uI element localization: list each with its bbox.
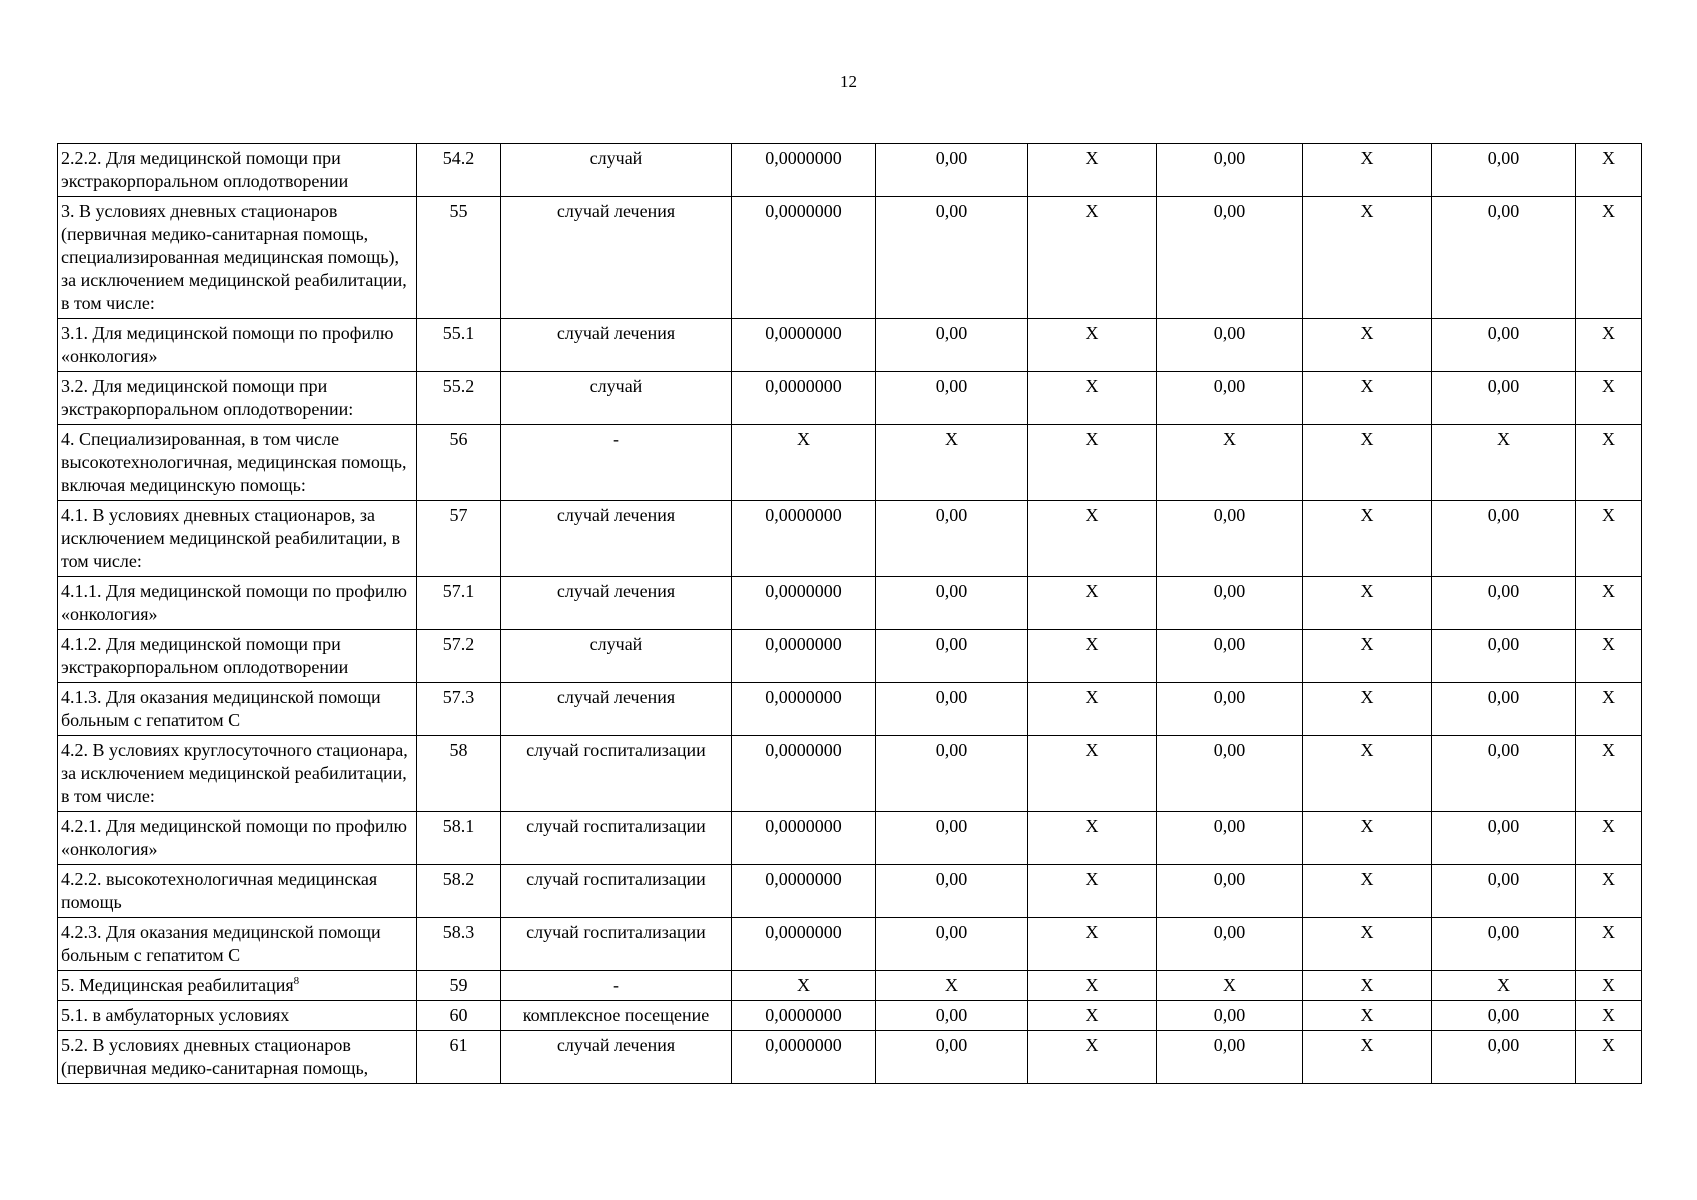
- value-cell-4: 0,0000000: [732, 865, 876, 918]
- value-cell-9: 0,00: [1432, 501, 1576, 577]
- value-cell-6: X: [1028, 865, 1157, 918]
- value-cell-5: 0,00: [876, 683, 1028, 736]
- value-cell-6: X: [1028, 319, 1157, 372]
- indicator-name-cell: [58, 372, 417, 425]
- value-cell-8: X: [1303, 197, 1432, 319]
- row-code-cell: 55.2: [417, 372, 501, 425]
- value-cell-8: X: [1303, 918, 1432, 971]
- value-cell-6: X: [1028, 630, 1157, 683]
- value-cell-5: 0,00: [876, 865, 1028, 918]
- indicator-name: 5.2. В условиях дневных стационаров (первичная медико-санитарная помощь,: [61, 1035, 369, 1078]
- value-cell-7: 0,00: [1157, 577, 1303, 630]
- indicator-name: 3.1. Для медицинской помощи по профилю «онкология»: [61, 323, 394, 366]
- value-cell-7: 0,00: [1157, 319, 1303, 372]
- table-row: [58, 577, 1642, 630]
- value-cell-9: X: [1432, 425, 1576, 501]
- value-cell-6: X: [1028, 1001, 1157, 1031]
- unit-cell: случай лечения: [501, 197, 732, 319]
- row-code-cell: 60: [417, 1001, 501, 1031]
- value-cell-8: X: [1303, 1031, 1432, 1084]
- value-cell-9: 0,00: [1432, 683, 1576, 736]
- value-cell-10: X: [1576, 425, 1642, 501]
- value-cell-10: X: [1576, 812, 1642, 865]
- indicator-name: 4.1.1. Для медицинской помощи по профилю «онкология»: [61, 581, 407, 624]
- value-cell-7: X: [1157, 971, 1303, 1001]
- value-cell-4: 0,0000000: [732, 144, 876, 197]
- value-cell-8: X: [1303, 501, 1432, 577]
- value-cell-10: X: [1576, 630, 1642, 683]
- table-body: [58, 144, 1642, 1084]
- value-cell-9: 0,00: [1432, 865, 1576, 918]
- indicator-name-cell: [58, 1031, 417, 1084]
- value-cell-9: 0,00: [1432, 812, 1576, 865]
- value-cell-9: 0,00: [1432, 918, 1576, 971]
- value-cell-9: 0,00: [1432, 197, 1576, 319]
- value-cell-5: X: [876, 971, 1028, 1001]
- value-cell-4: 0,0000000: [732, 197, 876, 319]
- unit-cell: случай лечения: [501, 319, 732, 372]
- value-cell-4: 0,0000000: [732, 1001, 876, 1031]
- indicator-name-cell: [58, 736, 417, 812]
- data-table: [57, 143, 1642, 1084]
- indicator-name: 4.1.2. Для медицинской помощи при экстракорпоральном оплодотворении: [61, 634, 349, 677]
- table-row: [58, 736, 1642, 812]
- table-row: [58, 630, 1642, 683]
- indicator-name: 3. В условиях дневных стационаров (первичная медико-санитарная помощь, специализированная медицинская помощь), за исключением медицинской реабилитации, в том числе:: [61, 201, 407, 313]
- value-cell-7: 0,00: [1157, 918, 1303, 971]
- row-code-cell: 55: [417, 197, 501, 319]
- value-cell-9: 0,00: [1432, 144, 1576, 197]
- page-number: 12: [840, 72, 857, 91]
- value-cell-8: X: [1303, 144, 1432, 197]
- value-cell-4: 0,0000000: [732, 372, 876, 425]
- value-cell-9: X: [1432, 971, 1576, 1001]
- indicator-name-cell: [58, 630, 417, 683]
- table-row: [58, 683, 1642, 736]
- value-cell-6: X: [1028, 736, 1157, 812]
- indicator-name-cell: [58, 144, 417, 197]
- value-cell-8: X: [1303, 683, 1432, 736]
- row-code-cell: 58.3: [417, 918, 501, 971]
- table-row: [58, 372, 1642, 425]
- value-cell-10: X: [1576, 501, 1642, 577]
- value-cell-7: 0,00: [1157, 865, 1303, 918]
- indicator-name: 4.1.3. Для оказания медицинской помощи больным с гепатитом С: [61, 687, 381, 730]
- value-cell-10: X: [1576, 319, 1642, 372]
- value-cell-6: X: [1028, 812, 1157, 865]
- value-cell-7: 0,00: [1157, 812, 1303, 865]
- table-row: [58, 319, 1642, 372]
- indicator-name-cell: [58, 197, 417, 319]
- indicator-name: 5. Медицинская реабилитация: [61, 975, 294, 995]
- table-row: [58, 197, 1642, 319]
- value-cell-5: 0,00: [876, 372, 1028, 425]
- value-cell-6: X: [1028, 501, 1157, 577]
- value-cell-6: X: [1028, 683, 1157, 736]
- unit-cell: случай: [501, 630, 732, 683]
- row-code-cell: 57.1: [417, 577, 501, 630]
- value-cell-10: X: [1576, 372, 1642, 425]
- value-cell-7: 0,00: [1157, 1031, 1303, 1084]
- value-cell-10: X: [1576, 971, 1642, 1001]
- value-cell-7: 0,00: [1157, 736, 1303, 812]
- value-cell-5: 0,00: [876, 319, 1028, 372]
- table-row: [58, 1031, 1642, 1084]
- table-row: [58, 812, 1642, 865]
- value-cell-6: X: [1028, 372, 1157, 425]
- value-cell-8: X: [1303, 865, 1432, 918]
- value-cell-7: 0,00: [1157, 144, 1303, 197]
- value-cell-7: 0,00: [1157, 197, 1303, 319]
- value-cell-9: 0,00: [1432, 577, 1576, 630]
- value-cell-4: X: [732, 971, 876, 1001]
- unit-cell: комплексное посещение: [501, 1001, 732, 1031]
- unit-cell: случай госпитализации: [501, 865, 732, 918]
- row-code-cell: 59: [417, 971, 501, 1001]
- indicator-name-cell: [58, 971, 417, 1001]
- row-code-cell: 58.2: [417, 865, 501, 918]
- value-cell-10: X: [1576, 577, 1642, 630]
- value-cell-5: 0,00: [876, 144, 1028, 197]
- indicator-name: 4.2.3. Для оказания медицинской помощи больным с гепатитом С: [61, 922, 381, 965]
- value-cell-4: 0,0000000: [732, 501, 876, 577]
- row-code-cell: 57: [417, 501, 501, 577]
- table-row: [58, 1001, 1642, 1031]
- value-cell-10: X: [1576, 918, 1642, 971]
- value-cell-7: 0,00: [1157, 501, 1303, 577]
- value-cell-4: X: [732, 425, 876, 501]
- row-code-cell: 54.2: [417, 144, 501, 197]
- indicator-name-cell: [58, 319, 417, 372]
- value-cell-5: 0,00: [876, 1001, 1028, 1031]
- indicator-name: 3.2. Для медицинской помощи при экстракорпоральном оплодотворении:: [61, 376, 354, 419]
- row-code-cell: 61: [417, 1031, 501, 1084]
- value-cell-4: 0,0000000: [732, 918, 876, 971]
- unit-cell: случай госпитализации: [501, 736, 732, 812]
- value-cell-4: 0,0000000: [732, 736, 876, 812]
- indicator-name-cell: [58, 918, 417, 971]
- value-cell-10: X: [1576, 683, 1642, 736]
- unit-cell: -: [501, 971, 732, 1001]
- value-cell-6: X: [1028, 144, 1157, 197]
- unit-cell: случай: [501, 144, 732, 197]
- value-cell-6: X: [1028, 971, 1157, 1001]
- value-cell-5: 0,00: [876, 918, 1028, 971]
- value-cell-5: 0,00: [876, 501, 1028, 577]
- unit-cell: случай лечения: [501, 501, 732, 577]
- table-row: [58, 425, 1642, 501]
- value-cell-5: 0,00: [876, 1031, 1028, 1084]
- indicator-name: 4.1. В условиях дневных стационаров, за исключением медицинской реабилитации, в том числе:: [61, 505, 401, 571]
- value-cell-5: 0,00: [876, 812, 1028, 865]
- value-cell-8: X: [1303, 736, 1432, 812]
- value-cell-7: 0,00: [1157, 630, 1303, 683]
- value-cell-10: X: [1576, 1031, 1642, 1084]
- value-cell-8: X: [1303, 1001, 1432, 1031]
- value-cell-9: 0,00: [1432, 1001, 1576, 1031]
- unit-cell: случай: [501, 372, 732, 425]
- value-cell-8: X: [1303, 372, 1432, 425]
- value-cell-10: X: [1576, 1001, 1642, 1031]
- indicator-name: 2.2.2. Для медицинской помощи при экстракорпоральном оплодотворении: [61, 148, 349, 191]
- value-cell-5: 0,00: [876, 630, 1028, 683]
- value-cell-6: X: [1028, 425, 1157, 501]
- row-code-cell: 57.2: [417, 630, 501, 683]
- indicator-name-cell: [58, 577, 417, 630]
- value-cell-5: 0,00: [876, 197, 1028, 319]
- value-cell-10: X: [1576, 197, 1642, 319]
- value-cell-10: X: [1576, 144, 1642, 197]
- value-cell-8: X: [1303, 425, 1432, 501]
- value-cell-6: X: [1028, 197, 1157, 319]
- table-row: [58, 918, 1642, 971]
- value-cell-6: X: [1028, 1031, 1157, 1084]
- value-cell-7: 0,00: [1157, 683, 1303, 736]
- indicator-name: 4.2. В условиях круглосуточного стационара, за исключением медицинской реабилитации, в том числе:: [61, 740, 408, 806]
- value-cell-7: 0,00: [1157, 1001, 1303, 1031]
- unit-cell: случай госпитализации: [501, 918, 732, 971]
- value-cell-5: 0,00: [876, 577, 1028, 630]
- unit-cell: случай лечения: [501, 683, 732, 736]
- indicator-name-cell: [58, 812, 417, 865]
- value-cell-8: X: [1303, 630, 1432, 683]
- value-cell-4: 0,0000000: [732, 683, 876, 736]
- value-cell-4: 0,0000000: [732, 630, 876, 683]
- row-code-cell: 57.3: [417, 683, 501, 736]
- indicator-name: 5.1. в амбулаторных условиях: [61, 1005, 290, 1025]
- indicator-name: 4.2.2. высокотехнологичная медицинская помощь: [61, 869, 378, 912]
- value-cell-6: X: [1028, 918, 1157, 971]
- value-cell-8: X: [1303, 319, 1432, 372]
- value-cell-5: X: [876, 425, 1028, 501]
- value-cell-9: 0,00: [1432, 630, 1576, 683]
- unit-cell: случай лечения: [501, 1031, 732, 1084]
- value-cell-10: X: [1576, 736, 1642, 812]
- value-cell-4: 0,0000000: [732, 319, 876, 372]
- value-cell-4: 0,0000000: [732, 812, 876, 865]
- value-cell-9: 0,00: [1432, 736, 1576, 812]
- indicator-name-cell: [58, 865, 417, 918]
- value-cell-9: 0,00: [1432, 372, 1576, 425]
- value-cell-9: 0,00: [1432, 319, 1576, 372]
- value-cell-7: 0,00: [1157, 372, 1303, 425]
- table-row: [58, 501, 1642, 577]
- value-cell-5: 0,00: [876, 736, 1028, 812]
- row-code-cell: 58: [417, 736, 501, 812]
- indicator-name: 4.2.1. Для медицинской помощи по профилю «онкология»: [61, 816, 407, 859]
- value-cell-4: 0,0000000: [732, 1031, 876, 1084]
- value-cell-8: X: [1303, 971, 1432, 1001]
- indicator-name-cell: [58, 1001, 417, 1031]
- value-cell-6: X: [1028, 577, 1157, 630]
- value-cell-7: X: [1157, 425, 1303, 501]
- unit-cell: случай госпитализации: [501, 812, 732, 865]
- row-code-cell: 58.1: [417, 812, 501, 865]
- indicator-name-cell: [58, 425, 417, 501]
- table-row: [58, 865, 1642, 918]
- row-code-cell: 56: [417, 425, 501, 501]
- indicator-name: 4. Специализированная, в том числе высокотехнологичная, медицинская помощь, включая медицинскую помощь:: [61, 429, 407, 495]
- value-cell-8: X: [1303, 812, 1432, 865]
- unit-cell: -: [501, 425, 732, 501]
- table-row: [58, 971, 1642, 1001]
- indicator-name-cell: [58, 501, 417, 577]
- footnote-marker: 8: [293, 975, 300, 987]
- table-row: [58, 144, 1642, 197]
- row-code-cell: 55.1: [417, 319, 501, 372]
- value-cell-4: 0,0000000: [732, 577, 876, 630]
- value-cell-9: 0,00: [1432, 1031, 1576, 1084]
- value-cell-10: X: [1576, 865, 1642, 918]
- indicator-name-cell: [58, 683, 417, 736]
- value-cell-8: X: [1303, 577, 1432, 630]
- unit-cell: случай лечения: [501, 577, 732, 630]
